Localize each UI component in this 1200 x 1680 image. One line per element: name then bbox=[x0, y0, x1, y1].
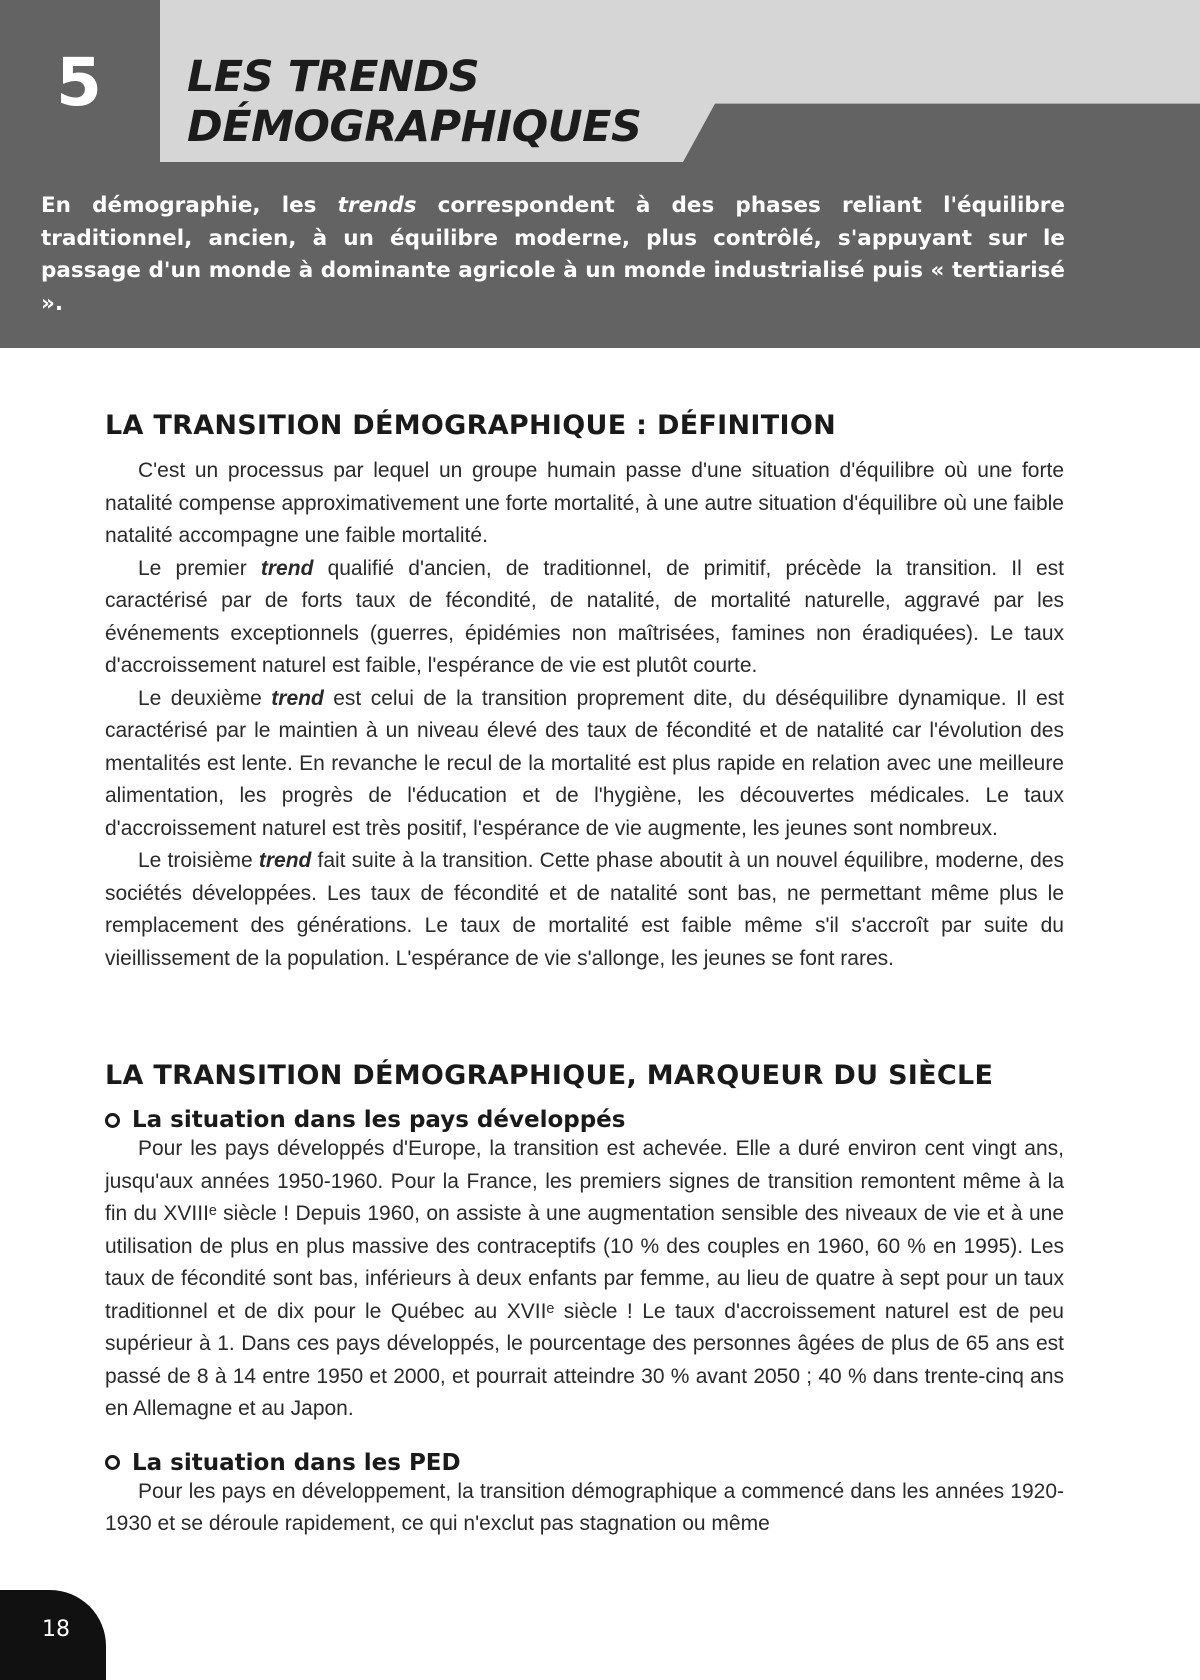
paragraph bbox=[105, 845, 1064, 975]
section-heading: LA TRANSITION DÉMOGRAPHIQUE, MARQUEUR DU SIÈCLE bbox=[105, 1060, 994, 1091]
section-definition bbox=[105, 410, 1064, 975]
bullet-icon bbox=[105, 1113, 120, 1128]
subsection-heading bbox=[105, 1107, 1064, 1133]
lead-emphasis: trends bbox=[337, 193, 417, 218]
trend-emphasis: trend bbox=[260, 556, 314, 580]
paragraph: Pour les pays développés d'Europe, la transition est achevée. Elle a duré environ cent vingt ans, jusqu'aux années 1950-1960. Pour la France, les premiers signes de transition remontent même à la fin du XVIIIᵉ siècle ! Depuis 1960, on assiste à une augmentation sensible des niveaux de vie et à une utilisation de plus en plus massive des contraceptifs (10 % des couples en 1960, 60 % en 1995). Les taux de fécondité sont bas, inférieurs à deux enfants par femme, au lieu de quatre à sept pour un taux traditionnel et de dix pour le Québec au XVIIᵉ siècle ! Le taux d'accroissement naturel est de peu supérieur à 1. Dans ces pays développés, le pourcentage des personnes âgées de plus de 65 ans est passé de 8 à 14 entre 1950 et 2000, et pourrait atteindre 30 % avant 2050 ; 40 % dans trente-cinq ans en Allemagne et au Japon. bbox=[105, 1137, 1064, 1420]
chapter-title-line-2: DÉMOGRAPHIQUES bbox=[187, 102, 642, 152]
text-run: Le troisième bbox=[138, 849, 259, 872]
subsection-title: La situation dans les pays développés bbox=[132, 1107, 626, 1133]
trend-emphasis: trend bbox=[271, 686, 324, 710]
lead-text-start: En démographie, les bbox=[41, 193, 338, 218]
paragraph: C'est un processus par lequel un groupe humain passe d'une situation d'équilibre où une forte natalité compense approximativement une forte mortalité, à une autre situation d'équilibre où une faible natalité accompagne une faible mortalité. bbox=[105, 459, 1064, 547]
paragraph: Pour les pays en développement, la transition démographique a commencé dans les années 1920-1930 et se déroule rapidement, ce qui n'exclut pas stagnation ou même bbox=[105, 1479, 1064, 1535]
trend-emphasis: trend bbox=[258, 849, 312, 872]
bullet-icon bbox=[105, 1455, 120, 1470]
paragraph bbox=[105, 553, 1064, 683]
section-heading: LA TRANSITION DÉMOGRAPHIQUE : DÉFINITION bbox=[105, 410, 836, 441]
paragraph bbox=[105, 683, 1064, 846]
text-run: Le deuxième bbox=[138, 686, 272, 710]
page-number: 18 bbox=[42, 1617, 70, 1642]
text-run: Le premier bbox=[138, 556, 261, 580]
text-run: fait suite à la transition. Cette phase aboutit à un nouvel équilibre, moderne, des sociétés développées. Les taux de fécondité et de natalité sont bas, ne permettant même plus le remplacement des générations. Le taux de mortalité est faible même s'il s'accroît par suite du vieillissement de la population. L'espérance de vie s'allonge, les jeunes se font rares. bbox=[105, 849, 1064, 970]
lead-text-end: correspondent à des phases reliant l'équilibre traditionnel, ancien, à un équilibre moderne, plus contrôlé, s'appuyant sur le passage d'un monde à dominante agricole à un monde industrialisé puis « tertiarisé ». bbox=[41, 193, 1065, 316]
subsection-heading bbox=[105, 1450, 1064, 1476]
chapter-number: 5 bbox=[56, 44, 102, 121]
chapter-lead-paragraph bbox=[41, 190, 1065, 320]
chapter-title-line-1: LES TRENDS bbox=[187, 52, 480, 102]
text-run: qualifié d'ancien, de traditionnel, de primitif, précède la transition. Il est caractérisé par de forts taux de fécondité, de natalité, de mortalité naturelle, aggravé par les événements exceptionnels (guerres, épidémies non maîtrisées, famines non éradiquées). Le taux d'accroissement naturel est faible, l'espérance de vie est plutôt courte. bbox=[105, 556, 1064, 677]
subsection-title: La situation dans les PED bbox=[132, 1449, 461, 1476]
text-run: est celui de la transition proprement dite, du déséquilibre dynamique. Il est caractérisé par le maintien à un niveau élevé des taux de fécondité et de natalité car l'évolution des mentalités est lente. En revanche le recul de la mortalité est plus rapide en relation avec une meilleure alimentation, les progrès de l'éducation et de l'hygiène, les découvertes médicales. Le taux d'accroissement naturel est très positif, l'espérance de vie augmente, les jeunes sont nombreux. bbox=[105, 686, 1064, 840]
section-marqueur bbox=[105, 1060, 1064, 1541]
